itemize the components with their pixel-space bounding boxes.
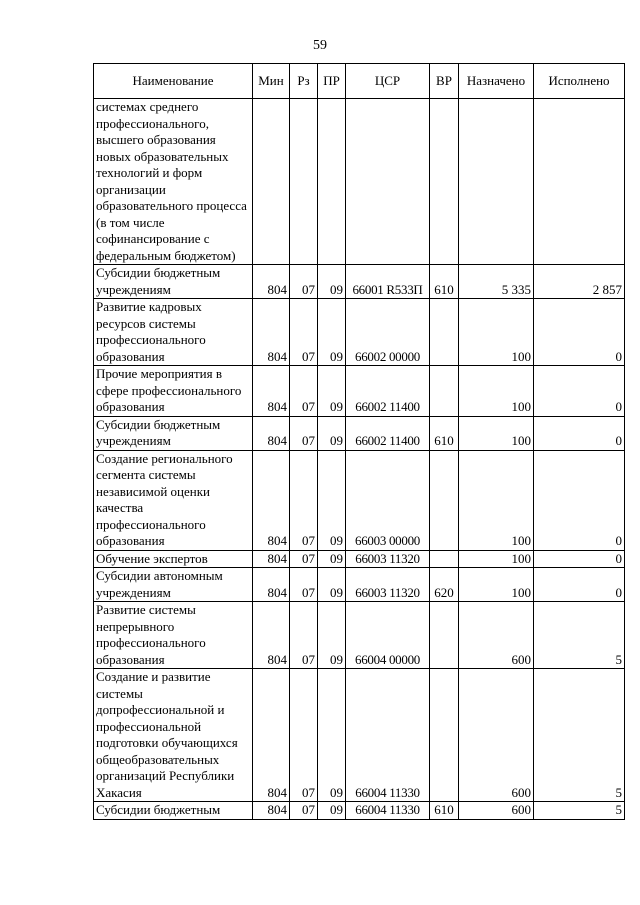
table-row — [94, 550, 625, 568]
row-min: 804 — [253, 416, 290, 450]
row-vr: 610 — [430, 802, 459, 820]
header-name: Наименование — [94, 64, 253, 99]
row-vr — [430, 450, 459, 550]
row-csr: 66004 00000 — [346, 602, 430, 669]
row-pr: 09 — [318, 602, 346, 669]
row-vr — [430, 299, 459, 366]
table-row — [94, 802, 625, 820]
row-assigned: 600 — [459, 602, 534, 669]
row-rz: 07 — [290, 265, 318, 299]
row-min: 804 — [253, 550, 290, 568]
header-executed: Исполнено — [534, 64, 625, 99]
table-row — [94, 299, 625, 366]
row-assigned: 100 — [459, 416, 534, 450]
row-assigned: 100 — [459, 550, 534, 568]
row-min: 804 — [253, 299, 290, 366]
row-csr: 66003 11320 — [346, 550, 430, 568]
row-min: 804 — [253, 265, 290, 299]
row-min: 804 — [253, 602, 290, 669]
row-assigned: 100 — [459, 299, 534, 366]
row-min — [253, 99, 290, 265]
row-min: 804 — [253, 802, 290, 820]
row-vr: 610 — [430, 265, 459, 299]
row-executed: 0 — [534, 299, 625, 366]
row-min: 804 — [253, 450, 290, 550]
header-min: Мин — [253, 64, 290, 99]
row-vr — [430, 366, 459, 417]
row-rz: 07 — [290, 802, 318, 820]
row-pr — [318, 99, 346, 265]
row-name: системах среднего профессионального, высшего образования новых образовательных технологий и форм организации образовательного процесса (в том числе софинансирование с федеральным бюджетом) — [94, 99, 253, 265]
row-name: Создание и развитие системы допрофессиональной и профессиональной подготовки обучающихся общеобразовательных организаций Республики Хакасия — [94, 669, 253, 802]
row-rz: 07 — [290, 669, 318, 802]
table-row — [94, 265, 625, 299]
row-rz: 07 — [290, 602, 318, 669]
row-rz: 07 — [290, 366, 318, 417]
table-row — [94, 568, 625, 602]
row-vr — [430, 669, 459, 802]
row-name: Субсидии бюджетным учреждениям — [94, 416, 253, 450]
row-name: Прочие мероприятия в сфере профессионального образования — [94, 366, 253, 417]
table-header-row — [94, 64, 625, 99]
row-name: Развитие кадровых ресурсов системы профессионального образования — [94, 299, 253, 366]
table-row — [94, 366, 625, 417]
row-executed: 0 — [534, 550, 625, 568]
row-name: Создание регионального сегмента системы независимой оценки качества профессионального образования — [94, 450, 253, 550]
row-vr: 620 — [430, 568, 459, 602]
row-executed: 5 — [534, 602, 625, 669]
row-executed: 0 — [534, 366, 625, 417]
row-executed: 5 — [534, 802, 625, 820]
header-vr: ВР — [430, 64, 459, 99]
row-csr: 66001 R533П — [346, 265, 430, 299]
table-row — [94, 450, 625, 550]
row-pr: 09 — [318, 568, 346, 602]
row-csr: 66002 11400 — [346, 416, 430, 450]
row-csr: 66002 00000 — [346, 299, 430, 366]
row-min: 804 — [253, 366, 290, 417]
row-assigned: 100 — [459, 366, 534, 417]
row-min: 804 — [253, 568, 290, 602]
row-min: 804 — [253, 669, 290, 802]
row-name: Субсидии бюджетным учреждениям — [94, 265, 253, 299]
row-rz: 07 — [290, 450, 318, 550]
row-csr: 66002 11400 — [346, 366, 430, 417]
row-vr — [430, 602, 459, 669]
header-rz: Рз — [290, 64, 318, 99]
table-row — [94, 602, 625, 669]
row-rz — [290, 99, 318, 265]
row-pr: 09 — [318, 265, 346, 299]
row-assigned: 600 — [459, 802, 534, 820]
header-csr: ЦСР — [346, 64, 430, 99]
row-pr: 09 — [318, 299, 346, 366]
row-executed — [534, 99, 625, 265]
row-name: Развитие системы непрерывного профессионального образования — [94, 602, 253, 669]
row-name: Субсидии бюджетным — [94, 802, 253, 820]
row-vr: 610 — [430, 416, 459, 450]
table-row — [94, 669, 625, 802]
row-rz: 07 — [290, 299, 318, 366]
row-assigned — [459, 99, 534, 265]
row-name: Обучение экспертов — [94, 550, 253, 568]
row-executed: 5 — [534, 669, 625, 802]
row-pr: 09 — [318, 416, 346, 450]
row-rz: 07 — [290, 568, 318, 602]
row-rz: 07 — [290, 550, 318, 568]
table-row — [94, 416, 625, 450]
header-pr: ПР — [318, 64, 346, 99]
row-rz: 07 — [290, 416, 318, 450]
header-assigned: Назначено — [459, 64, 534, 99]
row-assigned: 600 — [459, 669, 534, 802]
row-csr: 66003 00000 — [346, 450, 430, 550]
row-executed: 0 — [534, 416, 625, 450]
row-pr: 09 — [318, 802, 346, 820]
row-executed: 2 857 — [534, 265, 625, 299]
row-pr: 09 — [318, 550, 346, 568]
row-executed: 0 — [534, 450, 625, 550]
row-pr: 09 — [318, 366, 346, 417]
row-pr: 09 — [318, 450, 346, 550]
row-vr — [430, 99, 459, 265]
row-executed: 0 — [534, 568, 625, 602]
row-vr — [430, 550, 459, 568]
table-row — [94, 99, 625, 265]
row-csr — [346, 99, 430, 265]
row-assigned: 100 — [459, 568, 534, 602]
row-csr: 66004 11330 — [346, 802, 430, 820]
budget-table — [93, 63, 625, 820]
page-number: 59 — [313, 38, 327, 53]
row-assigned: 100 — [459, 450, 534, 550]
row-pr: 09 — [318, 669, 346, 802]
row-assigned: 5 335 — [459, 265, 534, 299]
row-name: Субсидии автономным учреждениям — [94, 568, 253, 602]
row-csr: 66004 11330 — [346, 669, 430, 802]
row-csr: 66003 11320 — [346, 568, 430, 602]
